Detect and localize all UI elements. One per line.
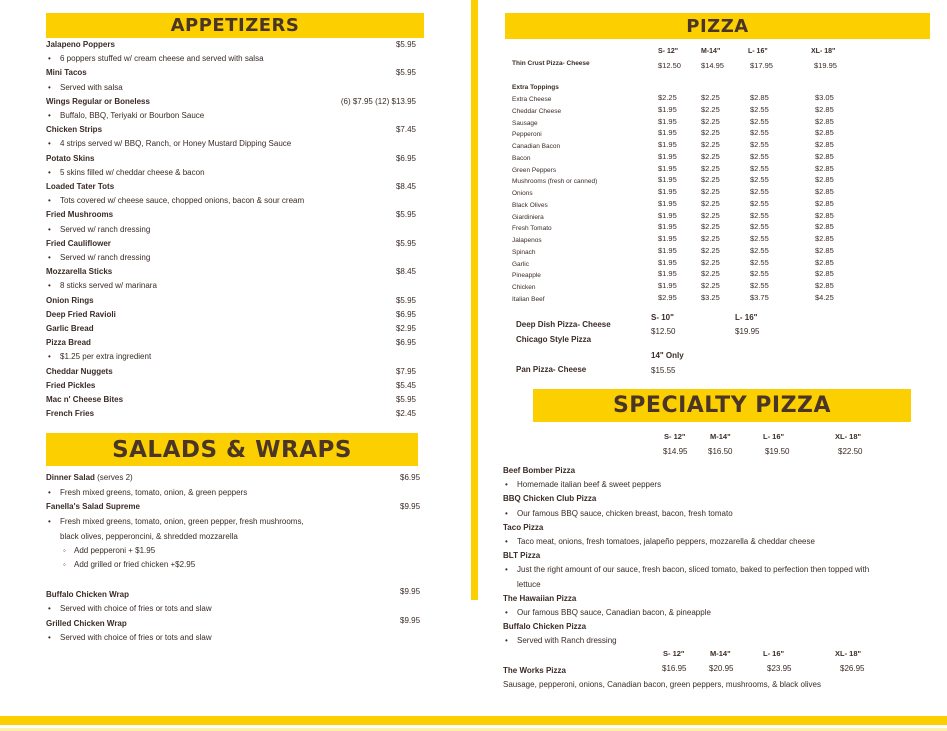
deep-dish-price-l: $19.95 (735, 327, 760, 336)
buffalo-wrap-price: $9.95 (400, 587, 421, 596)
dinner-salad-name: Dinner Salad (46, 473, 95, 482)
topping-name: Cheddar Cheese (512, 107, 562, 115)
appetizer-price: $5.95 (395, 210, 416, 220)
appetizer-price: $7.95 (395, 366, 416, 376)
topping-price: $2.85 (815, 140, 834, 149)
appetizer-desc: • 6 poppers stuffed w/ cream cheese and served with salsa (60, 54, 264, 63)
bottom-divider (0, 716, 947, 725)
appetizer-desc: • Served with salsa (60, 83, 123, 92)
appetizer-name: Mozzarella Sticks (46, 267, 113, 277)
appetizer-price: $5.95 (395, 295, 416, 305)
blt-desc-cont: lettuce (517, 580, 541, 589)
topping-name: Extra Cheese (512, 96, 552, 103)
dinner-salad (46, 473, 133, 482)
topping-price: $2.55 (750, 151, 769, 161)
pizza-title: PIZZA (686, 15, 749, 37)
works-price-xl: $26.95 (840, 664, 865, 673)
appetizer-name: Loaded Tater Tots (46, 182, 115, 191)
dinner-salad-desc: • Fresh mixed greens, tomato, onion, & green peppers (60, 488, 247, 497)
salads-banner (46, 433, 418, 466)
topping-name: Garlic (512, 260, 529, 268)
appetizer-price: $5.95 (395, 68, 416, 78)
topping-price: $2.25 (701, 257, 720, 267)
topping-price: $2.85 (815, 198, 834, 208)
topping-name: Jalapenos (512, 237, 542, 244)
toppings-header: Extra Toppings (512, 84, 559, 91)
specialty-pizza-desc: • Taco meat, onions, fresh tomatoes, jalapeño peppers, mozzarella & cheddar cheese (517, 537, 815, 546)
appetizer-name: Fried Mushrooms (46, 210, 114, 220)
topping-price: $2.85 (815, 116, 834, 126)
appetizer-price: $6.95 (395, 338, 416, 348)
topping-price: $2.25 (701, 151, 720, 161)
specialty-title: SPECIALTY PIZZA (612, 393, 832, 418)
topping-price: $1.95 (658, 222, 677, 232)
topping-price: $2.55 (750, 163, 769, 173)
pizza-size-l: L- 16" (748, 48, 768, 55)
salad-supreme-desc: • Fresh mixed greens, tomato, onion, green pepper, fresh mushrooms, (60, 517, 304, 526)
topping-name: Spinach (512, 248, 536, 256)
topping-price: $2.25 (701, 140, 720, 149)
appetizer-name: Fried Cauliflower (46, 238, 111, 248)
topping-price: $2.55 (750, 128, 769, 138)
thin-crust-name: Thin Crust Pizza- Cheese (512, 60, 590, 67)
specialty-pizza-desc: • Our famous BBQ sauce, chicken breast, bacon, fresh tomato (517, 509, 733, 518)
appetizer-name: French Fries (46, 409, 95, 419)
specialty-size-m: M-14" (710, 432, 731, 441)
appetizer-price: $5.45 (395, 380, 416, 390)
topping-price: $1.95 (658, 140, 677, 149)
topping-price: $2.55 (750, 198, 769, 208)
appetizer-name: Mini Tacos (46, 68, 87, 78)
pizza-size-xl: XL- 18" (811, 48, 836, 55)
specialty-price-s: $14.95 (663, 447, 688, 456)
topping-price: $1.95 (658, 151, 677, 161)
topping-price: $2.25 (701, 128, 720, 138)
appetizer-name: Jalapeno Poppers (46, 40, 115, 49)
buffalo-wrap-name: Buffalo Chicken Wrap (46, 590, 129, 599)
topping-price: $2.85 (815, 269, 834, 279)
specialty-pizza-name: BLT Pizza (503, 551, 541, 561)
specialty-pizza-name: The Hawaiian Pizza (503, 593, 577, 603)
topping-price: $2.25 (701, 210, 720, 220)
topping-price: $2.25 (701, 175, 720, 185)
topping-price: $2.25 (658, 93, 677, 102)
topping-name: Chicken (512, 284, 536, 291)
topping-price: $1.95 (658, 269, 677, 279)
appetizer-name: Onion Rings (46, 295, 94, 305)
addon-pepperoni: ◦ Add pepperoni + $1.95 (74, 546, 155, 555)
topping-price: $2.25 (701, 234, 720, 243)
topping-name: Italian Beef (512, 295, 545, 303)
topping-price: $1.95 (658, 163, 677, 173)
topping-price: $2.55 (750, 175, 769, 185)
works-size-m: M-14" (710, 649, 731, 658)
topping-name: Onions (512, 190, 533, 197)
topping-price: $3.75 (750, 292, 769, 302)
specialty-pizza-name: Beef Bomber Pizza (503, 466, 576, 475)
appetizer-price: $8.45 (395, 182, 416, 191)
topping-price: $2.85 (815, 222, 834, 232)
appetizers-title: APPETIZERS (170, 15, 300, 36)
appetizer-name: Potato Skins (46, 153, 95, 163)
specialty-pizza-desc: • Just the right amount of our sauce, fresh bacon, sliced tomato, baked to perfection then topped with (517, 565, 869, 574)
topping-price: $2.85 (815, 281, 834, 290)
grilled-wrap-desc: • Served with choice of fries or tots and slaw (60, 633, 212, 642)
specialty-price-l: $19.50 (765, 447, 790, 456)
topping-price: $1.95 (658, 245, 677, 255)
specialty-pizza-desc: • Homemade italian beef & sweet peppers (517, 480, 661, 489)
topping-price: $3.25 (701, 292, 720, 302)
appetizer-desc: • 8 sticks served w/ marinara (60, 281, 157, 290)
topping-name: Bacon (512, 154, 531, 162)
appetizer-desc: • Buffalo, BBQ, Teriyaki or Bourbon Sauce (60, 111, 204, 120)
salad-supreme-name: Fanella's Salad Supreme (46, 502, 140, 511)
specialty-banner (533, 389, 911, 422)
appetizer-name: Pizza Bread (46, 338, 91, 348)
topping-price: $1.95 (658, 257, 677, 267)
salad-supreme-desc-cont: black olives, pepperoncini, & shredded mozzarella (60, 532, 238, 541)
topping-price: $2.25 (701, 163, 720, 173)
topping-name: Pepperoni (512, 131, 542, 139)
appetizer-name: Fried Pickles (46, 380, 96, 390)
topping-price: $2.55 (750, 281, 769, 290)
deep-size-s: S- 10" (651, 313, 674, 322)
specialty-price-m: $16.50 (708, 447, 733, 456)
topping-price: $2.85 (815, 245, 834, 255)
topping-price: $2.55 (750, 116, 769, 126)
topping-price: $2.25 (701, 93, 720, 102)
appetizer-desc: • Served w/ ranch dressing (60, 225, 150, 234)
grilled-wrap-name: Grilled Chicken Wrap (46, 619, 127, 628)
pan-only-label: 14" Only (651, 351, 684, 360)
appetizer-name: Deep Fried Ravioli (46, 309, 116, 319)
topping-price: $2.25 (701, 245, 720, 255)
topping-price: $2.85 (815, 104, 834, 114)
topping-price: $2.55 (750, 222, 769, 232)
topping-price: $2.85 (815, 257, 834, 267)
appetizer-price: $6.95 (395, 309, 416, 319)
appetizer-price: $5.95 (395, 40, 416, 49)
appetizer-price: (6) $7.95 (12) $13.95 (340, 96, 416, 106)
specialty-pizza-name: Buffalo Chicken Pizza (503, 622, 587, 632)
appetizer-name: Mac n' Cheese Bites (46, 395, 124, 404)
topping-name: Mushrooms (fresh or canned) (512, 178, 598, 186)
appetizer-desc: • Tots covered w/ cheese sauce, chopped onions, bacon & sour cream (60, 196, 304, 205)
salads-title: SALADS & WRAPS (112, 436, 352, 463)
topping-price: $1.95 (658, 210, 677, 220)
topping-name: Fresh Tomato (512, 225, 552, 233)
appetizer-desc: • Served w/ ranch dressing (60, 253, 150, 262)
buffalo-wrap-desc: • Served with choice of fries or tots and slaw (60, 604, 212, 613)
thin-crust-price-m: $14.95 (701, 61, 724, 70)
works-pizza-desc: Sausage, pepperoni, onions, Canadian bacon, green peppers, mushrooms, & black olives (503, 680, 821, 689)
works-price-m: $20.95 (709, 664, 734, 673)
topping-price: $2.85 (815, 151, 834, 161)
dinner-salad-price: $6.95 (400, 473, 421, 482)
works-size-xl: XL- 18" (835, 649, 862, 658)
specialty-size-xl: XL- 18" (835, 432, 862, 441)
topping-price: $1.95 (658, 116, 677, 126)
grilled-wrap-price: $9.95 (400, 616, 421, 625)
topping-price: $2.55 (750, 245, 769, 255)
topping-price: $1.95 (658, 104, 677, 114)
addon-chicken: ◦ Add grilled or fried chicken +$2.95 (74, 560, 195, 569)
thin-crust-price-xl: $19.95 (814, 61, 837, 70)
appetizer-price: $2.95 (395, 324, 416, 333)
topping-name: Sausage (512, 119, 538, 127)
specialty-pizza-desc: • Our famous BBQ sauce, Canadian bacon, & pineapple (517, 608, 711, 617)
appetizer-price: $7.45 (395, 125, 416, 135)
appetizer-price: $5.95 (395, 395, 416, 404)
pan-pizza-name: Pan Pizza- Cheese (516, 365, 587, 374)
specialty-pizza-name: BBQ Chicken Club Pizza (503, 494, 597, 504)
thin-crust-price-s: $12.50 (658, 61, 681, 70)
deep-dish-name: Deep Dish Pizza- Cheese (516, 320, 611, 329)
topping-price: $2.55 (750, 187, 769, 196)
topping-price: $1.95 (658, 128, 677, 138)
pan-pizza-price: $15.55 (651, 366, 676, 375)
appetizer-price: $6.95 (395, 153, 416, 163)
chicago-style-name: Chicago Style Pizza (516, 335, 592, 344)
topping-price: $2.25 (701, 104, 720, 114)
topping-price: $2.55 (750, 257, 769, 267)
topping-name: Black Olives (512, 201, 548, 209)
appetizer-name: Garlic Bread (46, 324, 94, 333)
topping-price: $1.95 (658, 187, 677, 196)
topping-price: $2.25 (701, 269, 720, 279)
topping-price: $3.05 (815, 93, 834, 102)
specialty-pizza-desc: • Served with Ranch dressing (517, 636, 617, 645)
topping-price: $2.85 (815, 210, 834, 220)
appetizer-price: $8.45 (395, 267, 416, 277)
topping-price: $4.25 (815, 292, 834, 302)
topping-price: $2.55 (750, 140, 769, 149)
topping-price: $1.95 (658, 234, 677, 243)
deep-size-l: L- 16" (735, 313, 758, 322)
topping-price: $2.85 (815, 234, 834, 243)
specialty-size-l: L- 16" (763, 432, 785, 441)
topping-name: Pineapple (512, 272, 541, 280)
topping-price: $1.95 (658, 175, 677, 185)
appetizer-desc: • $1.25 per extra ingredient (60, 352, 151, 361)
topping-price: $2.55 (750, 104, 769, 114)
topping-name: Canadian Bacon (512, 143, 561, 150)
appetizer-name: Chicken Strips (46, 125, 103, 135)
topping-price: $2.55 (750, 210, 769, 220)
pizza-size-m: M-14" (701, 48, 721, 55)
works-size-s: S- 12" (663, 649, 685, 658)
topping-price: $2.25 (701, 187, 720, 196)
works-price-l: $23.95 (767, 664, 792, 673)
topping-price: $2.85 (815, 163, 834, 173)
topping-price: $2.55 (750, 234, 769, 243)
topping-price: $2.85 (750, 93, 769, 102)
topping-price: $2.85 (815, 175, 834, 185)
appetizer-desc: • 4 strips served w/ BBQ, Ranch, or Honey Mustard Dipping Sauce (60, 139, 291, 148)
pizza-banner (505, 13, 930, 39)
works-pizza-name: The Works Pizza (503, 666, 566, 675)
topping-price: $2.85 (815, 187, 834, 196)
specialty-price-xl: $22.50 (838, 447, 863, 456)
appetizer-name: Wings Regular or Boneless (46, 96, 150, 106)
appetizer-price: $2.45 (395, 409, 416, 419)
topping-price: $2.25 (701, 222, 720, 232)
topping-name: Green Peppers (512, 166, 557, 174)
topping-price: $1.95 (658, 198, 677, 208)
topping-price: $2.95 (658, 292, 677, 302)
appetizer-name: Cheddar Nuggets (46, 366, 113, 376)
topping-price: $2.25 (701, 198, 720, 208)
salad-supreme-price: $9.95 (400, 502, 421, 511)
center-divider (471, 0, 478, 600)
topping-price: $2.25 (701, 281, 720, 290)
topping-price: $1.95 (658, 281, 677, 290)
works-size-l: L- 16" (763, 649, 785, 658)
specialty-size-s: S- 12" (664, 432, 686, 441)
topping-price: $2.25 (701, 116, 720, 126)
topping-name: Giardiniera (512, 213, 544, 221)
pizza-size-s: S- 12" (658, 48, 679, 55)
thin-crust-price-l: $17.95 (750, 61, 773, 70)
deep-dish-price-s: $12.50 (651, 327, 676, 336)
appetizer-desc: • 5 skins filled w/ cheddar cheese & bacon (60, 168, 205, 177)
works-price-s: $16.95 (662, 664, 687, 673)
appetizer-price: $5.95 (395, 238, 416, 248)
topping-price: $2.85 (815, 128, 834, 138)
dinner-salad-serves: (serves 2) (94, 473, 133, 482)
specialty-pizza-name: Taco Pizza (503, 522, 544, 532)
topping-price: $2.55 (750, 269, 769, 279)
appetizers-banner (46, 13, 424, 38)
